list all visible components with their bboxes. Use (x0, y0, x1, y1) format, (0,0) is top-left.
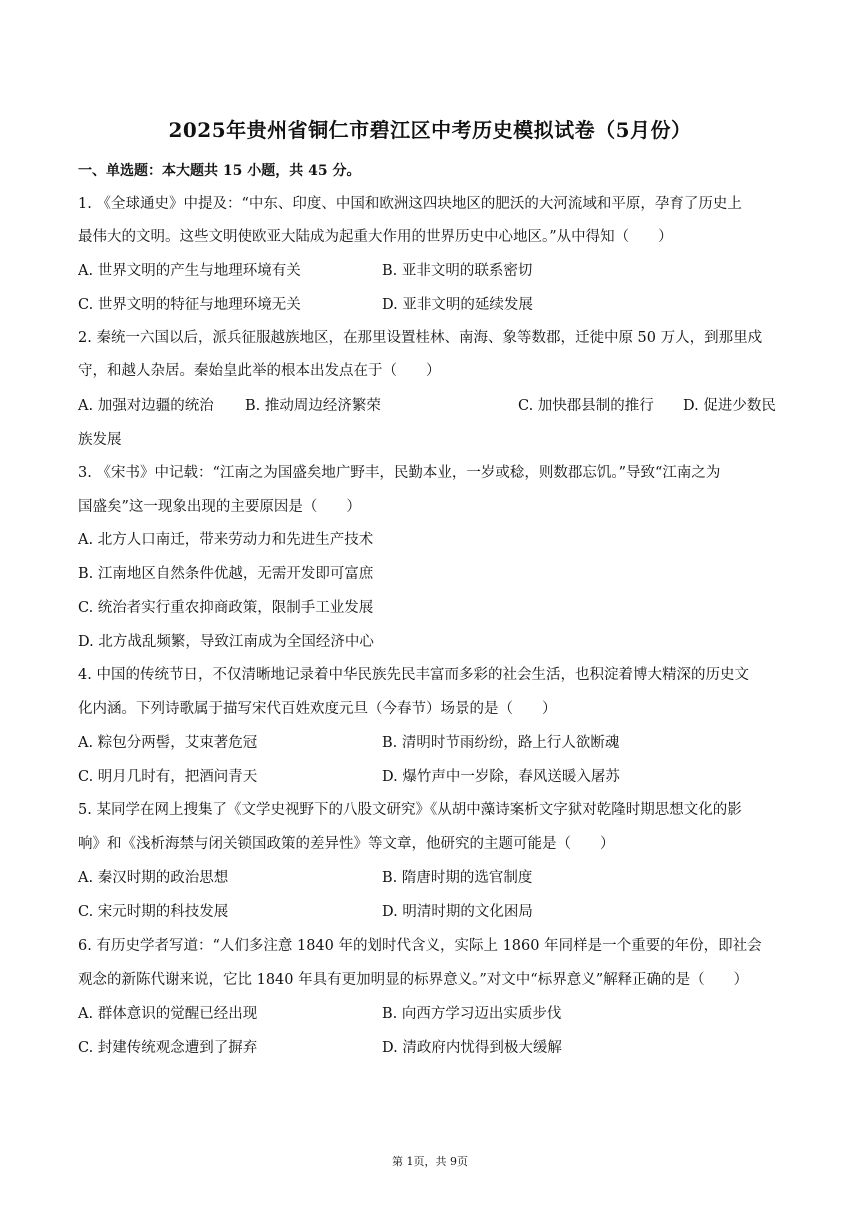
question-3-option-c: C. 统治者实行重农抑商政策，限制手工业发展 (78, 600, 374, 616)
question-1-option-c: C. 世界文明的特征与地理环境无关 (78, 297, 301, 313)
question-6-line-1: 6. 有历史学者写道：“人们多注意 1840 年的划时代含义，实际上 1860 年同样是一个重要的年份，即社会 (78, 938, 762, 954)
question-5-option-b: B. 隋唐时期的选官制度 (382, 870, 533, 886)
question-1-option-b: B. 亚非文明的联系密切 (382, 263, 533, 279)
question-4-line-2: 化内涵。下列诗歌属于描写宋代百姓欢度元旦（今春节）场景的是（ ） (78, 701, 557, 717)
question-5-option-a: A. 秦汉时期的政治思想 (78, 870, 229, 886)
question-1-option-a: A. 世界文明的产生与地理环境有关 (78, 263, 301, 279)
question-4-option-a: A. 粽包分两髻，艾束著危冠 (78, 735, 258, 751)
question-2-line-2: 守，和越人杂居。秦始皇此举的根本出发点在于（ ） (78, 363, 441, 379)
question-4-option-d: D. 爆竹声中一岁除，春风送暖入屠苏 (382, 769, 620, 785)
question-3-option-a: A. 北方人口南迁，带来劳动力和先进生产技术 (78, 532, 374, 548)
question-4-option-b: B. 清明时节雨纷纷，路上行人欲断魂 (382, 735, 620, 751)
question-4-option-c: C. 明月几时有，把酒问青天 (78, 769, 258, 785)
question-5-option-d: D. 明清时期的文化困局 (382, 904, 533, 920)
question-2-option-b: B. 推动周边经济繁荣 (245, 398, 381, 414)
question-1-line-1: 1. 《全球通史》中提及：“中东、印度、中国和欧洲这四块地区的肥沃的大河流域和平原，孕育了历史上 (78, 196, 742, 212)
question-6-option-c: C. 封建传统观念遭到了摒弃 (78, 1040, 258, 1056)
question-6-option-b: B. 向西方学习迈出实质步伐 (382, 1006, 562, 1022)
section-heading: 一、单选题：本大题共 15 小题，共 45 分。 (78, 163, 361, 179)
question-5-option-c: C. 宋元时期的科技发展 (78, 904, 229, 920)
question-2-line-1: 2. 秦统一六国以后，派兵征服越族地区，在那里设置桂林、南海、象等数郡，迁徙中原 50 万人，到那里戍 (78, 330, 763, 346)
question-5-line-2: 响》和《浅析海禁与闭关锁国政策的差异性》等文章，他研究的主题可能是（ ） (78, 836, 615, 852)
question-6-line-2: 观念的新陈代谢来说，它比 1840 年具有更加明显的标界意义。”对文中“标界意义”解释正确的是（ ） (78, 972, 749, 988)
question-1-option-d: D. 亚非文明的延续发展 (382, 297, 533, 313)
question-2-option-d-cont: 族发展 (78, 432, 122, 448)
exam-title: 2025年贵州省铜仁市碧江区中考历史模拟试卷（5月份） (168, 118, 692, 142)
question-3-line-2: 国盛矣”这一现象出现的主要原因是（ ） (78, 499, 361, 515)
question-3-option-b: B. 江南地区自然条件优越，无需开发即可富庶 (78, 566, 374, 582)
question-6-option-a: A. 群体意识的觉醒已经出现 (78, 1006, 258, 1022)
question-2-option-a: A. 加强对边疆的统治 (78, 398, 214, 414)
question-2-option-c: C. 加快郡县制的推行 (518, 398, 654, 414)
question-4-line-1: 4. 中国的传统节日，不仅清晰地记录着中华民族先民丰富而多彩的社会生活，也积淀着博大精深的历史文 (78, 667, 749, 683)
page-footer: 第 1页，共 9页 (392, 1155, 468, 1168)
question-6-option-d: D. 清政府内忧得到极大缓解 (382, 1040, 562, 1056)
question-3-option-d: D. 北方战乱频繁，导致江南成为全国经济中心 (78, 634, 374, 650)
question-1-line-2: 最伟大的文明。这些文明使欧亚大陆成为起重大作用的世界历史中心地区。”从中得知（ ） (78, 229, 673, 245)
question-3-line-1: 3. 《宋书》中记载：“江南之为国盛矣地广野丰，民勤本业，一岁或稔，则数郡忘饥。”导致“江南之为 (78, 465, 721, 481)
question-2-option-d: D. 促进少数民 (683, 398, 776, 414)
question-5-line-1: 5. 某同学在网上搜集了《文学史视野下的八股文研究》《从胡中藻诗案析文字狱对乾隆时期思想文化的影 (78, 802, 742, 818)
